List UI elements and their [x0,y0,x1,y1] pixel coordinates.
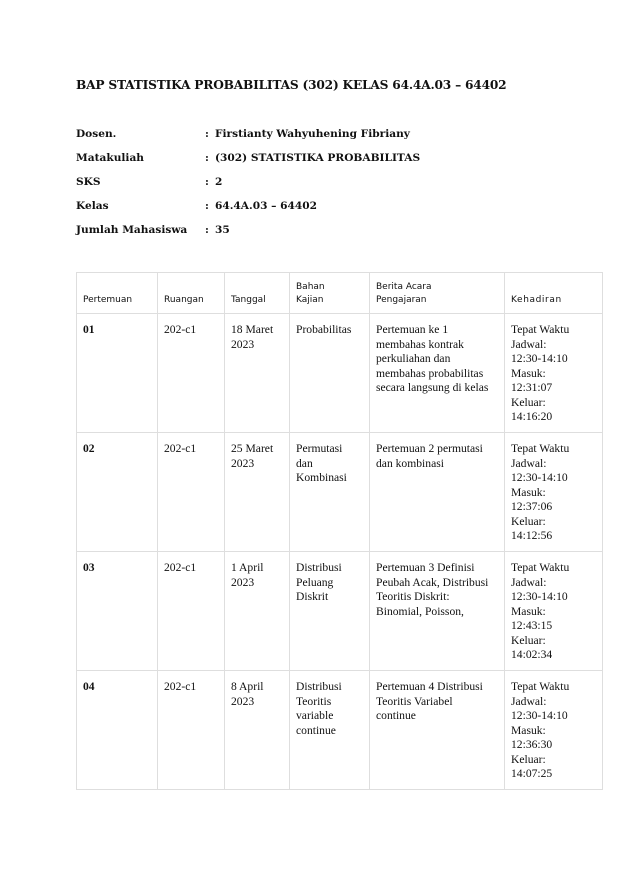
cell-text-line: Keluar: [511,395,546,409]
cell-text-line: 12:30-14:10 [511,352,568,365]
info-label: Jumlah Mahasiswa [76,224,188,236]
cell-text-line: Tepat Waktu [511,561,570,574]
cell-text-line: 2023 [231,456,255,470]
cell-kehadiran [505,433,603,552]
cell-ruangan: 202-c1 [158,314,225,433]
cell-text-line: 2023 [231,337,255,351]
info-label: SKS [76,176,101,188]
cell-text-line: Keluar: [511,633,546,647]
cell-pertemuan: 04 [77,671,158,790]
cell-text-line: 12:37:06 [511,500,553,513]
cell-berita-acara [370,314,505,433]
cell-berita-acara [370,552,505,671]
info-label: Dosen. [76,128,117,140]
cell-text-line: Keluar: [511,514,546,528]
cell-text-line: Teoritis [296,694,332,708]
cell-text-line: 2023 [231,694,255,708]
info-label: Matakuliah [76,152,145,164]
cell-tanggal [225,671,290,790]
table-row [77,314,603,433]
info-value: 35 [215,224,230,236]
cell-pertemuan: 01 [77,314,158,433]
cell-text-line: 14:16:20 [511,410,553,423]
cell-text-line: 18 Maret [231,323,274,336]
info-colon: : [205,128,209,140]
cell-kehadiran [505,314,603,433]
cell-text-line: Diskrit [296,590,329,603]
cell-text-line: 12:30-14:10 [511,590,568,603]
document-title: BAP STATISTIKA PROBABILITAS (302) KELAS 64.4A.03 – 64402 [76,78,507,92]
header-kehadiran: Kehadiran [505,273,603,314]
cell-text-line: continue [296,723,336,737]
cell-ruangan: 202-c1 [158,671,225,790]
cell-text-line: dan [296,456,313,470]
info-value: 64.4A.03 – 64402 [215,200,317,212]
info-value: (302) STATISTIKA PROBABILITAS [215,152,421,164]
cell-text-line: 12:36:30 [511,738,553,751]
cell-ruangan: 202-c1 [158,433,225,552]
cell-bahan-kajian [290,314,370,433]
cell-text-line: Pertemuan 2 permutasi [376,442,483,455]
cell-text-line: Jadwal: [511,456,547,470]
cell-text-line: Kombinasi [296,471,347,484]
cell-text-line: 14:07:25 [511,767,553,780]
cell-text-line: membahas probabilitas [376,366,484,380]
cell-text-line: 14:02:34 [511,648,553,661]
table-row [77,671,603,790]
table-body [77,314,603,790]
header-text-line: Bahan [296,282,325,292]
cell-kehadiran [505,552,603,671]
cell-text-line: membahas kontrak [376,337,464,351]
cell-tanggal [225,552,290,671]
cell-text-line: Peluang [296,575,334,589]
cell-text-line: Jadwal: [511,575,547,589]
header-ruangan: Ruangan [158,273,225,314]
cell-text-line: Teoritis Diskrit: [376,590,450,603]
info-colon: : [205,224,209,236]
cell-tanggal [225,314,290,433]
header-text-line: Pengajaran [376,295,427,305]
info-colon: : [205,200,209,212]
cell-text-line: dan kombinasi [376,456,444,470]
info-colon: : [205,176,209,188]
cell-text-line: Pertemuan ke 1 [376,323,449,336]
cell-text-line: 25 Maret [231,442,274,455]
cell-text-line: Jadwal: [511,337,547,351]
info-label: Kelas [76,200,109,212]
cell-text-line: Tepat Waktu [511,323,570,336]
header-berita-acara [370,273,505,314]
info-colon: : [205,152,209,164]
cell-text-line: Binomial, Poisson, [376,604,464,618]
table-row [77,433,603,552]
cell-tanggal [225,433,290,552]
cell-text-line: Distribusi [296,680,342,693]
cell-text-line: 1 April [231,561,264,574]
cell-bahan-kajian [290,552,370,671]
cell-text-line: Masuk: [511,723,546,737]
cell-text-line: 12:31:07 [511,381,553,394]
cell-text-line: 12:43:15 [511,619,553,632]
cell-text-line: Keluar: [511,752,546,766]
cell-kehadiran [505,671,603,790]
cell-text-line: 8 April [231,680,264,693]
header-text-line: Kajian [296,295,324,305]
info-value: 2 [215,176,223,188]
cell-ruangan: 202-c1 [158,552,225,671]
header-bahan-kajian [290,273,370,314]
cell-berita-acara [370,671,505,790]
cell-text-line: 12:30-14:10 [511,709,568,722]
cell-text-line: 12:30-14:10 [511,471,568,484]
header-text-line: Berita Acara [376,282,432,292]
cell-text-line: continue [376,709,416,722]
cell-text-line: Masuk: [511,485,546,499]
cell-text-line: Distribusi [296,561,342,574]
cell-text-line: Jadwal: [511,694,547,708]
cell-text-line: Permutasi [296,442,343,455]
cell-text-line: secara langsung di kelas [376,381,489,394]
header-pertemuan: Pertemuan [77,273,158,314]
cell-text-line: Teoritis Variabel [376,694,453,708]
cell-text-line: 2023 [231,575,255,589]
cell-text-line: Peubah Acak, Distribusi [376,575,489,589]
cell-pertemuan: 03 [77,552,158,671]
cell-bahan-kajian [290,671,370,790]
cell-text-line: Masuk: [511,604,546,618]
table-header-row [77,273,603,314]
cell-text-line: Tepat Waktu [511,680,570,693]
cell-bahan-kajian [290,433,370,552]
cell-text-line: Pertemuan 3 Definisi [376,561,475,574]
cell-text-line: Tepat Waktu [511,442,570,455]
cell-pertemuan: 02 [77,433,158,552]
cell-text-line: perkuliahan dan [376,352,451,365]
cell-text-line: 14:12:56 [511,529,553,542]
cell-text-line: Masuk: [511,366,546,380]
header-tanggal: Tanggal [225,273,290,314]
cell-berita-acara [370,433,505,552]
cell-text-line: variable [296,709,334,722]
cell-text-line: Probabilitas [296,323,352,336]
info-value: Firstianty Wahyuhening Fibriany [215,128,410,140]
attendance-table [76,272,603,790]
table-row [77,552,603,671]
cell-text-line: Pertemuan 4 Distribusi [376,680,483,693]
